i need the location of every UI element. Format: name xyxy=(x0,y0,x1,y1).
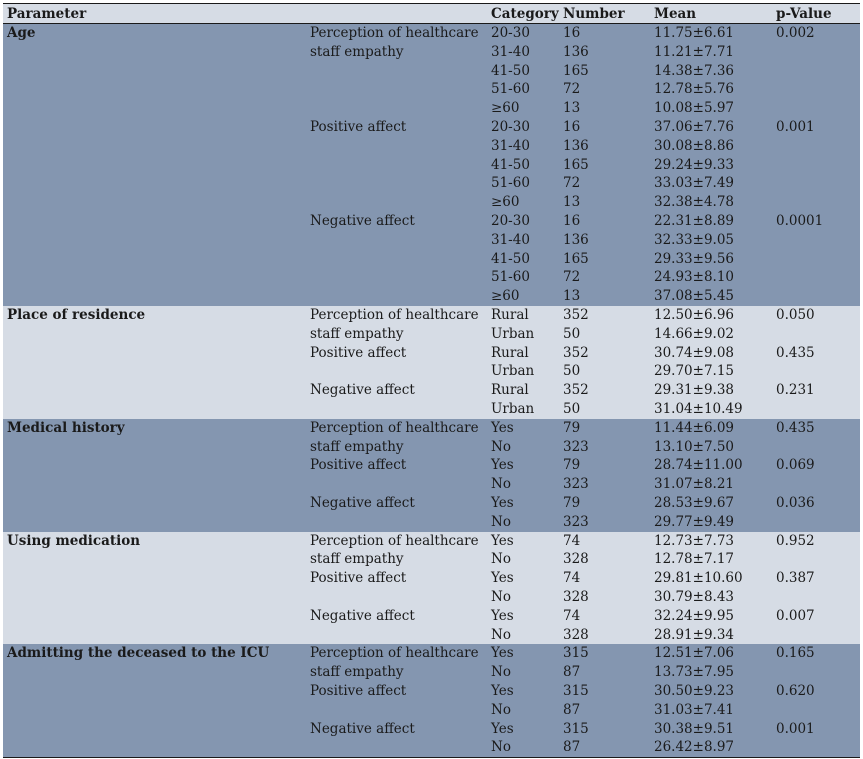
mean-cell: 30.38±9.51 xyxy=(654,720,735,737)
header-mean: Mean xyxy=(654,6,697,22)
mean-cell: 26.42±8.97 xyxy=(654,739,735,756)
number-cell: 352 xyxy=(563,382,589,399)
mean-cell: 28.91±9.34 xyxy=(654,626,735,643)
mean-cell: 14.38±7.36 xyxy=(654,62,735,79)
measure-label: Negative affect xyxy=(310,720,415,737)
category-cell: 20-30 xyxy=(491,25,530,41)
category-cell: Urban xyxy=(491,401,535,417)
mean-cell: 30.74±9.08 xyxy=(654,344,735,361)
category-cell: Urban xyxy=(491,325,535,342)
measure-label: Perception of healthcare xyxy=(310,307,479,323)
number-cell: 79 xyxy=(563,419,581,436)
category-cell: No xyxy=(491,626,511,643)
mean-cell: 32.24±9.95 xyxy=(654,607,735,624)
mean-cell: 37.06±7.76 xyxy=(654,119,735,135)
number-cell: 16 xyxy=(563,25,581,41)
number-cell: 50 xyxy=(563,325,581,342)
header-category: Category xyxy=(491,6,559,22)
number-cell: 13 xyxy=(563,288,581,305)
mean-cell: 30.50±9.23 xyxy=(654,682,735,699)
header-number: Number xyxy=(563,6,625,22)
category-cell: No xyxy=(491,701,511,718)
category-cell: 31-40 xyxy=(491,231,530,248)
category-cell: Yes xyxy=(491,457,514,474)
p-value-cell: 0.620 xyxy=(776,682,815,699)
mean-cell: 13.73±7.95 xyxy=(654,664,735,681)
measure-label: Positive affect xyxy=(310,457,407,474)
measure-label: Perception of healthcare xyxy=(310,419,479,436)
mean-cell: 12.50±6.96 xyxy=(654,307,735,323)
measure-label: staff empathy xyxy=(310,664,404,681)
parameter-label: Admitting the deceased to the ICU xyxy=(7,645,270,662)
mean-cell: 14.66±9.02 xyxy=(654,325,735,342)
number-cell: 13 xyxy=(563,194,581,211)
number-cell: 16 xyxy=(563,119,581,135)
category-cell: 51-60 xyxy=(491,81,530,98)
mean-cell: 22.31±8.89 xyxy=(654,213,735,229)
number-cell: 87 xyxy=(563,739,581,756)
p-value-cell: 0.0001 xyxy=(776,213,824,229)
category-cell: Rural xyxy=(491,344,529,361)
category-cell: 20-30 xyxy=(491,119,530,135)
number-cell: 136 xyxy=(563,43,589,60)
number-cell: 79 xyxy=(563,457,581,474)
category-cell: Yes xyxy=(491,419,514,436)
measure-label: staff empathy xyxy=(310,551,404,568)
number-cell: 165 xyxy=(563,62,589,79)
number-cell: 352 xyxy=(563,344,589,361)
category-cell: 41-50 xyxy=(491,250,530,267)
table-header-row xyxy=(3,3,860,24)
mean-cell: 30.08±8.86 xyxy=(654,137,735,154)
category-cell: 31-40 xyxy=(491,137,530,154)
number-cell: 315 xyxy=(563,645,589,662)
number-cell: 315 xyxy=(563,720,589,737)
mean-cell: 12.73±7.73 xyxy=(654,532,735,549)
number-cell: 74 xyxy=(563,570,581,587)
parameter-label: Using medication xyxy=(7,532,141,549)
mean-cell: 31.07±8.21 xyxy=(654,476,735,493)
category-cell: No xyxy=(491,476,511,493)
category-cell: No xyxy=(491,588,511,605)
measure-label: Negative affect xyxy=(310,494,415,511)
category-cell: Rural xyxy=(491,307,529,323)
mean-cell: 37.08±5.45 xyxy=(654,288,735,305)
category-cell: Rural xyxy=(491,382,529,399)
p-value-cell: 0.435 xyxy=(776,344,815,361)
category-cell: Yes xyxy=(491,532,514,549)
p-value-cell: 0.069 xyxy=(776,457,815,474)
number-cell: 328 xyxy=(563,626,589,643)
category-cell: ≥60 xyxy=(491,100,520,117)
mean-cell: 31.04±10.49 xyxy=(654,401,743,417)
measure-label: Negative affect xyxy=(310,213,415,229)
category-cell: 51-60 xyxy=(491,175,530,192)
category-cell: Yes xyxy=(491,720,514,737)
category-cell: 41-50 xyxy=(491,156,530,173)
mean-cell: 29.77±9.49 xyxy=(654,513,735,530)
category-cell: Urban xyxy=(491,363,535,380)
mean-cell: 28.53±9.67 xyxy=(654,494,735,511)
category-cell: ≥60 xyxy=(491,288,520,305)
mean-cell: 12.51±7.06 xyxy=(654,645,735,662)
p-value-cell: 0.165 xyxy=(776,645,815,662)
parameter-group xyxy=(3,306,860,420)
measure-label: Perception of healthcare xyxy=(310,25,479,41)
measure-label: Perception of healthcare xyxy=(310,532,479,549)
number-cell: 136 xyxy=(563,137,589,154)
mean-cell: 29.81±10.60 xyxy=(654,570,743,587)
number-cell: 323 xyxy=(563,438,589,455)
p-value-cell: 0.387 xyxy=(776,570,815,587)
category-cell: Yes xyxy=(491,682,514,699)
category-cell: Yes xyxy=(491,645,514,662)
mean-cell: 10.08±5.97 xyxy=(654,100,735,117)
number-cell: 315 xyxy=(563,682,589,699)
mean-cell: 29.70±7.15 xyxy=(654,363,735,380)
mean-cell: 32.38±4.78 xyxy=(654,194,735,211)
category-cell: No xyxy=(491,551,511,568)
parameter-group xyxy=(3,419,860,533)
p-value-cell: 0.001 xyxy=(776,720,815,737)
measure-label: Positive affect xyxy=(310,570,407,587)
number-cell: 323 xyxy=(563,476,589,493)
mean-cell: 28.74±11.00 xyxy=(654,457,743,474)
category-cell: No xyxy=(491,438,511,455)
category-cell: No xyxy=(491,664,511,681)
number-cell: 50 xyxy=(563,363,581,380)
mean-cell: 29.33±9.56 xyxy=(654,250,735,267)
parameter-label: Age xyxy=(7,25,36,41)
measure-label: Positive affect xyxy=(310,119,407,135)
number-cell: 72 xyxy=(563,269,581,286)
number-cell: 165 xyxy=(563,156,589,173)
measure-label: Positive affect xyxy=(310,682,407,699)
number-cell: 50 xyxy=(563,401,581,417)
category-cell: ≥60 xyxy=(491,194,520,211)
mean-cell: 29.24±9.33 xyxy=(654,156,735,173)
number-cell: 13 xyxy=(563,100,581,117)
mean-cell: 12.78±5.76 xyxy=(654,81,735,98)
mean-cell: 33.03±7.49 xyxy=(654,175,735,192)
p-value-cell: 0.002 xyxy=(776,25,815,41)
category-cell: Yes xyxy=(491,494,514,511)
statistics-table xyxy=(3,3,860,756)
measure-label: Perception of healthcare xyxy=(310,645,479,662)
parameter-label: Medical history xyxy=(7,419,125,436)
number-cell: 328 xyxy=(563,551,589,568)
number-cell: 79 xyxy=(563,494,581,511)
category-cell: 51-60 xyxy=(491,269,530,286)
p-value-cell: 0.231 xyxy=(776,382,815,399)
parameter-group xyxy=(3,24,860,307)
number-cell: 74 xyxy=(563,607,581,624)
measure-label: staff empathy xyxy=(310,325,404,342)
mean-cell: 29.31±9.38 xyxy=(654,382,735,399)
mean-cell: 13.10±7.50 xyxy=(654,438,735,455)
number-cell: 72 xyxy=(563,175,581,192)
category-cell: 31-40 xyxy=(491,43,530,60)
parameter-group xyxy=(3,532,860,646)
number-cell: 87 xyxy=(563,664,581,681)
number-cell: 352 xyxy=(563,307,589,323)
measure-label: staff empathy xyxy=(310,438,404,455)
number-cell: 72 xyxy=(563,81,581,98)
p-value-cell: 0.050 xyxy=(776,307,815,323)
category-cell: No xyxy=(491,739,511,756)
header-parameter: Parameter xyxy=(7,6,87,22)
category-cell: 20-30 xyxy=(491,213,530,229)
measure-label: Negative affect xyxy=(310,382,415,399)
category-cell: Yes xyxy=(491,570,514,587)
mean-cell: 11.21±7.71 xyxy=(654,43,735,60)
measure-label: Negative affect xyxy=(310,607,415,624)
number-cell: 87 xyxy=(563,701,581,718)
p-value-cell: 0.007 xyxy=(776,607,815,624)
p-value-cell: 0.435 xyxy=(776,419,815,436)
p-value-cell: 0.001 xyxy=(776,119,815,135)
number-cell: 136 xyxy=(563,231,589,248)
category-cell: 41-50 xyxy=(491,62,530,79)
mean-cell: 32.33±9.05 xyxy=(654,231,735,248)
category-cell: Yes xyxy=(491,607,514,624)
mean-cell: 31.03±7.41 xyxy=(654,701,735,718)
mean-cell: 12.78±7.17 xyxy=(654,551,735,568)
header-p-value: p-Value xyxy=(776,6,832,22)
number-cell: 74 xyxy=(563,532,581,549)
parameter-group xyxy=(3,644,860,758)
p-value-cell: 0.036 xyxy=(776,494,815,511)
number-cell: 323 xyxy=(563,513,589,530)
mean-cell: 11.75±6.61 xyxy=(654,25,735,41)
measure-label: Positive affect xyxy=(310,344,407,361)
number-cell: 328 xyxy=(563,588,589,605)
mean-cell: 30.79±8.43 xyxy=(654,588,735,605)
category-cell: No xyxy=(491,513,511,530)
measure-label: staff empathy xyxy=(310,43,404,60)
p-value-cell: 0.952 xyxy=(776,532,815,549)
mean-cell: 11.44±6.09 xyxy=(654,419,735,436)
number-cell: 16 xyxy=(563,213,581,229)
number-cell: 165 xyxy=(563,250,589,267)
mean-cell: 24.93±8.10 xyxy=(654,269,735,286)
parameter-label: Place of residence xyxy=(7,307,146,323)
